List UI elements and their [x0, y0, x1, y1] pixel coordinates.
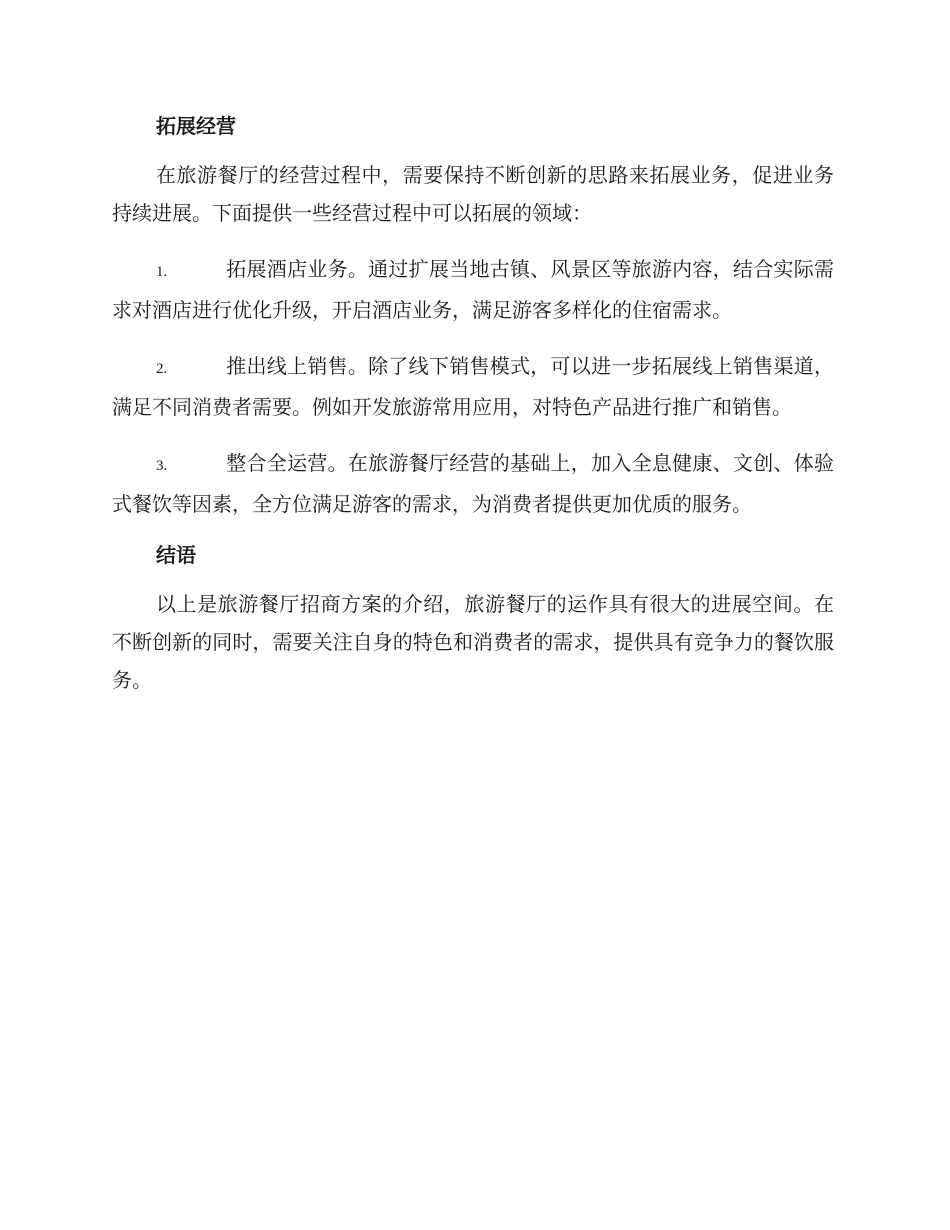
document-content [112, 112, 834, 717]
list-number: 1. [156, 264, 168, 280]
list-number: 3. [156, 458, 168, 474]
list-item-3 [112, 444, 834, 523]
list-item-text: 推出线上销售。除了线下销售模式，可以进一步拓展线上销售渠道，满足不同消费者需要。例如开发旅游常用应用，对特色产品进行推广和销售。 [112, 354, 834, 419]
list-item-2 [112, 347, 834, 426]
section-heading-expand-business: 拓展经营 [156, 114, 236, 138]
section-intro-paragraph: 在旅游餐厅的经营过程中，需要保持不断创新的思路来拓展业务，促进业务持续进展。下面提供一些经营过程中可以拓展的领域： [112, 163, 834, 225]
section-heading-conclusion: 结语 [156, 543, 196, 567]
list-item-text: 拓展酒店业务。通过扩展当地古镇、风景区等旅游内容，结合实际需求对酒店进行优化升级，开启酒店业务，满足游客多样化的住宿需求。 [112, 257, 834, 322]
conclusion-paragraph: 以上是旅游餐厅招商方案的介绍，旅游餐厅的运作具有很大的进展空间。在不断创新的同时，需要关注自身的特色和消费者的需求，提供具有竞争力的餐饮服务。 [112, 592, 834, 692]
list-item-text: 整合全运营。在旅游餐厅经营的基础上，加入全息健康、文创、体验式餐饮等因素，全方位满足游客的需求，为消费者提供更加优质的服务。 [112, 451, 834, 516]
list-item-1 [112, 250, 834, 329]
list-number: 2. [156, 361, 168, 377]
